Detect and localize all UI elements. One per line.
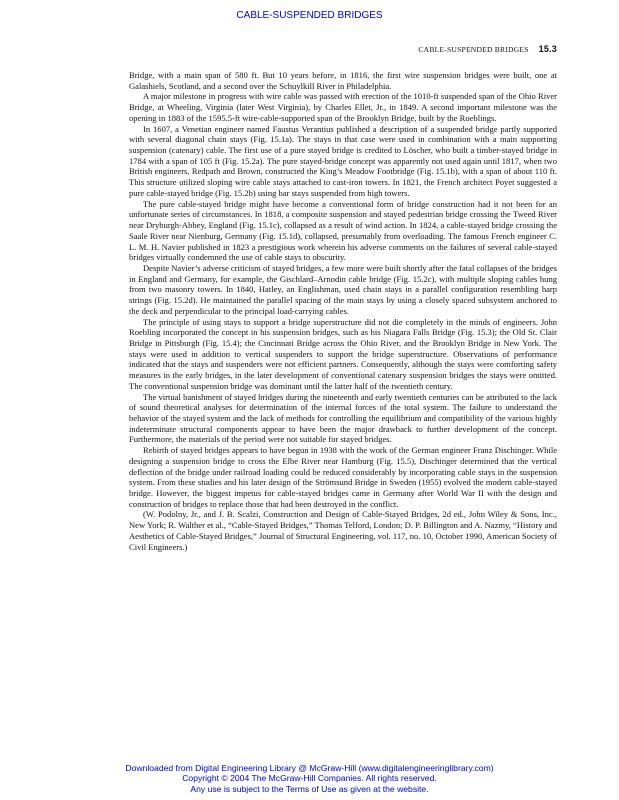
paragraph: Despite Navier’s adverse criticism of stayed bridges, a few more were built shortly after the fatal collapses of the bridges in England and Germany, for example, the Gischlard–Arnodin cable bridge (Fig. 15.2c), with multiple sloping cables hung from two masonry towers. In 1840, Hatley, an Englishman, used chain stays in a parallel configuration resembling harp strings (Fig. 15.2d). He maintained the parallel spacing of the main stays by using a closely spaced subsystem anchored to the deck and perpendicular to the principal load-carrying cables.	[129, 262, 557, 316]
footer-download-link[interactable]: Downloaded from Digital Engineering Library @ McGraw-Hill (www.digitalengineeringlibrary.com)	[125, 763, 494, 773]
paragraph-references: (W. Podolny, Jr., and J. B. Scalzi, Construction and Design of Cable-Stayed Bridges, 2d ed., John Wiley & Sons, Inc., New York; R. Walther et al., “Cable-Stayed Bridges,” Thomas Telford, London; D. P. Billington and A. Nazmy, “History and Aesthetics of Cable-Stayed Bridges,” Journal of Structural Engineering, vol. 117, no. 10, October 1990, American Society of Civil Engineers.)	[129, 509, 557, 552]
top-banner-title: CABLE-SUSPENDED BRIDGES	[236, 10, 383, 21]
footer-copyright: Copyright © 2004 The McGraw-Hill Companies. All rights reserved.	[182, 773, 437, 784]
footer-terms: Any use is subject to the Terms of Use as given at the website.	[190, 783, 429, 794]
page-number: 15.3	[538, 44, 557, 54]
paragraph: The pure cable-stayed bridge might have become a conventional form of bridge construction had it not been for an unfortunate series of circumstances. In 1818, a composite suspension and stayed pedestrian bridge crossing the Tweed River near Dryburgh-Abbey, England (Fig. 15.1c), collapsed as a result of wind action. In 1824, a cable-stayed bridge crossing the Saale River near Nienburg, Germany (Fig. 15.1d), collapsed, presumably from overloading. The famous French engineer C. L. M. H. Navier published in 1823 a prestigious work wherein his adverse comments on the failures of several cable-stayed bridges virtually condemned the use of cable stays to obscurity.	[129, 198, 557, 263]
paragraph: The virtual banishment of stayed bridges during the nineteenth and early twentieth centuries can be attributed to the lack of sound theoretical analyses for determination of the internal forces of the total system. The failure to understand the behavior of the stayed system and the lack of methods for controlling the equilibrium and compatibility of the various highly indeterminate structural components appear to have been the major drawback to further development of the concept. Furthermore, the materials of the period were not suitable for stayed bridges.	[129, 391, 557, 445]
paragraph: A major milestone in progress with wire cable was passed with erection of the 1010-ft suspended span of the Ohio River Bridge, at Wheeling, Virginia (later West Virginia), by Charles Ellet, Jr., in 1849. A second important milestone was the opening in 1883 of the 1595.5-ft wire-cable-supported span of the Brooklyn Bridge, built by the Roeblings.	[129, 91, 557, 123]
paragraph: Bridge, with a main span of 580 ft. But 10 years before, in 1816, the first wire suspension bridges were built, one at Galashiels, Scotland, and a second over the Schuylkill River in Philadelphia.	[129, 70, 557, 91]
body-text	[129, 70, 557, 552]
running-head-title: CABLE-SUSPENDED BRIDGES	[418, 45, 529, 54]
running-head	[418, 44, 557, 54]
paragraph: In 1607, a Venetian engineer named Faustus Verantius published a description of a suspended bridge partly supported with several diagonal chain stays (Fig. 15.1a). The stays in that case were used in combination with a main supporting suspension (catenary) cable. The first use of a pure stayed bridge is credited to Löscher, who built a timber-stayed bridge in 1784 with a span of 105 ft (Fig. 15.2a). The pure stayed-bridge concept was apparently not used again until 1817, when two British engineers, Redpath and Brown, constructed the King’s Meadow Footbridge (Fig. 15.1b), with a span of about 110 ft. This structure utilized sloping wire cable stays attached to cast-iron towers. In 1821, the French architect Poyet suggested a pure cable-stayed bridge (Fig. 15.2b) using bar stays suspended from high towers.	[129, 123, 557, 198]
paragraph: Rebirth of stayed bridges appears to have begun in 1938 with the work of the German engineer Franz Dischinger. While designing a suspension bridge to cross the Elbe River near Hamburg (Fig. 15.5), Dischinger determined that the vertical deflection of the bridge under railroad loading could be reduced considerably by incorporating cable stays in the suspension system. From these studies and his later design of the Strömsund Bridge in Sweden (1955) evolved the modern cable-stayed bridge. However, the biggest impetus for cable-stayed bridges came in Germany after World War II with the design and construction of bridges to replace those that had been destroyed in the conflict.	[129, 445, 557, 509]
download-footer	[0, 763, 619, 794]
paragraph: The principle of using stays to support a bridge superstructure did not die completely in the minds of engineers. John Roebling incorporated the concept in his suspension bridges, such as his Niagara Falls Bridge (Fig. 15.3); the Old St. Clair Bridge in Pittsburgh (Fig. 15.4); the Cincinnati Bridge across the Ohio River, and the Brooklyn Bridge in New York. The stays were used in addition to vertical suspenders to support the bridge superstructure. Observations of performance indicated that the stays and suspenders were not efficient partners. Consequently, although the stays were comforting safety measures in the early bridges, in the later development of conventional catenary suspension bridges the stays were omitted. The conventional suspension bridge was dominant until the latter half of the twentieth century.	[129, 316, 557, 391]
